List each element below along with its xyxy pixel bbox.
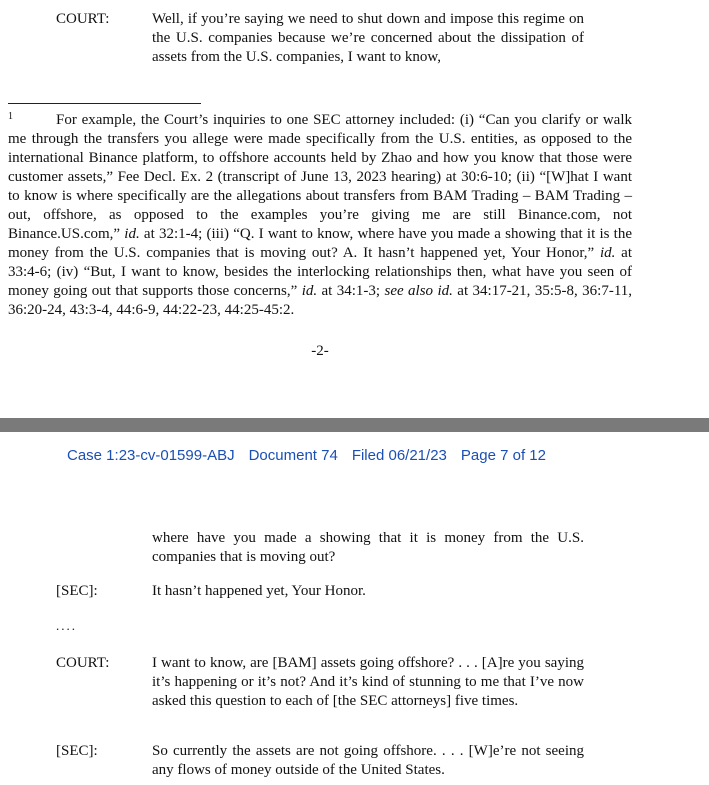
speech-text: It hasn’t happened yet, Your Honor. [152, 583, 366, 599]
case-header [67, 447, 560, 464]
continuation-text: where have you made a showing that it is money from the U.S. companies that is moving out? [152, 530, 584, 565]
speaker-label: COURT: [56, 655, 110, 671]
footnote-part: at 34:1-3; [317, 283, 385, 299]
speaker-label: COURT: [56, 11, 110, 27]
page-separator [0, 418, 709, 432]
filed-date: Filed 06/21/23 [351, 447, 447, 464]
footnote-text [8, 111, 632, 320]
current-page [0, 432, 709, 785]
footnote-citation: id. [599, 245, 616, 261]
footnote-citation: id. [301, 283, 318, 299]
speech-text: Well, if you’re saying we need to shut down and impose this regime on the U.S. companies because we’re concerned about the dissipation of assets from the U.S. companies, I want to know, [152, 11, 584, 65]
footnote-part: For example, the Court’s inquiries to one SEC attorney included: (i) “Can you clarify or walk me through the transfers you allege were made specifically from the U.S. entities, as opposed to the international Binance platform, to offshore accounts held by Zhao and how you know that those were customer assets,” Fee Decl. Ex. 2 (transcript of June 13, 2023 hearing) at 30:6-10; (ii) “[W]hat I want to know is where specifically are the allegations about transfers from BAM Trading – BAM Trading – out, offshore, as opposed to the examples you’re giving me are still Binance.com, not Binance.US.com,” [8, 112, 632, 242]
page-indicator: Page 7 of 12 [460, 447, 546, 464]
footnote-part: at 33:4-6; (iv) “But, I want to know, besides the interlocking relationships then, what have you seen of money going out that supports those concerns,” [8, 245, 633, 299]
footnote-citation: see also id. [384, 283, 453, 299]
footnote-part: at 32:1-4; (iii) “Q. I want to know, where have you made a showing that it is the money from the U.S. companies that is moving out? A. It hasn’t happened yet, Your Honor,” [8, 226, 632, 261]
omission-ellipsis: .... [56, 618, 77, 633]
speech-text: So currently the assets are not going offshore. . . . [W]e’re not seeing any flows of money outside of the United States. [152, 743, 584, 778]
case-number: Case 1:23-cv-01599-ABJ [67, 447, 235, 464]
footnote-marker: 1 [8, 111, 13, 122]
speaker-label: [SEC]: [56, 583, 98, 599]
speaker-label: [SEC]: [56, 743, 98, 759]
footnote-citation: id. [124, 226, 140, 242]
speech-text: I want to know, are [BAM] assets going offshore? . . . [A]re you saying it’s happening or it’s not? And it’s kind of stunning to me that I’ve now asked this question to each of [the SEC attorneys] five times. [152, 655, 584, 709]
footnote-part: at 34:17-21, 35:5-8, 36:7-11, 36:20-24, 43:3-4, 44:6-9, 44:22-23, 44:25-45:2. [8, 283, 633, 318]
footnote-rule [8, 103, 201, 104]
page-number: -2- [311, 343, 329, 359]
document-number: Document 74 [248, 447, 338, 464]
